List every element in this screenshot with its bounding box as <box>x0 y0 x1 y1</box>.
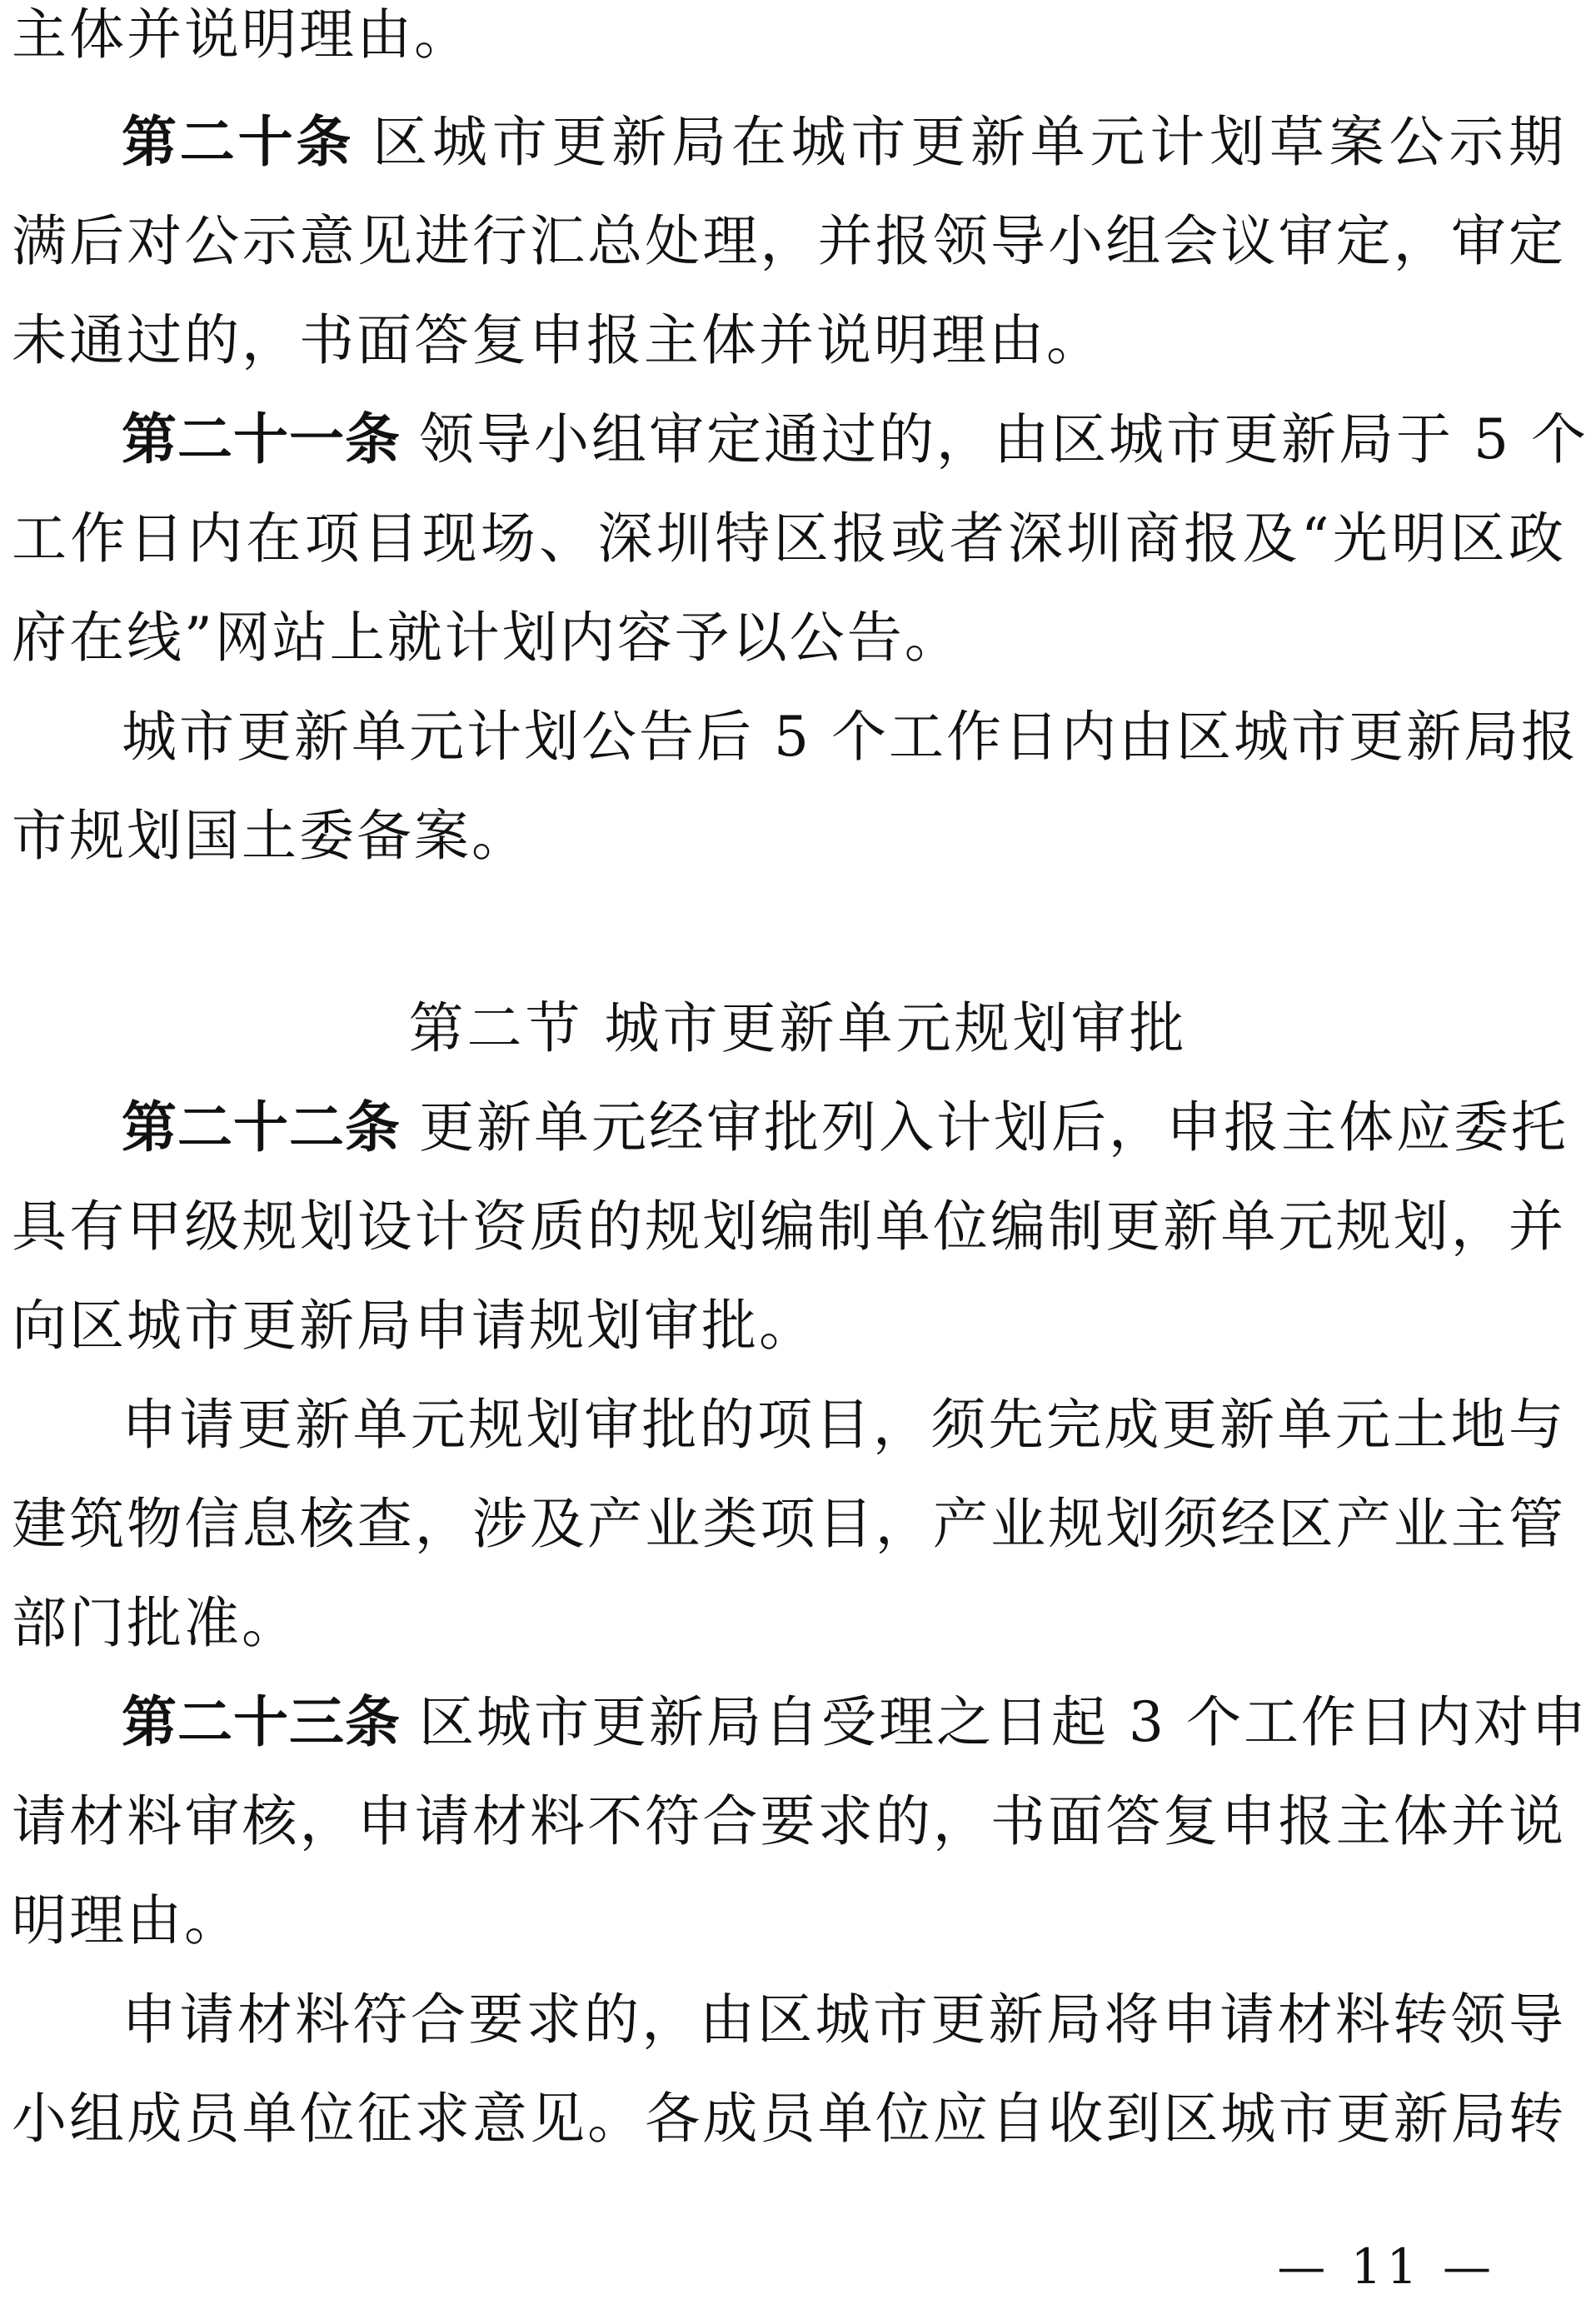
line-text: 区城市更新局自受理之日起 3 个工作日内对申 <box>419 1690 1589 1754</box>
article-heading: 第二十一条 <box>122 407 401 471</box>
article-heading: 第二十三条 <box>122 1690 401 1754</box>
line-text: 申请材料符合要求的，由区城市更新局将申请材料转领导 <box>122 1987 1566 2052</box>
line-text: 请材料审核，申请材料不符合要求的，书面答复申报主体并说 <box>12 1789 1566 1853</box>
article-20-line-2 <box>12 208 1566 275</box>
line-text: 城市更新单元计划公告后 5 个工作日内由区城市更新局报 <box>122 705 1579 769</box>
line-text: 申请更新单元规划审批的项目，须先完成更新单元土地与 <box>122 1393 1566 1457</box>
paragraph-line-1 <box>122 1392 1566 1459</box>
line-text: 小组成员单位征求意见。各成员单位应自收到区城市更新局转 <box>12 2087 1566 2151</box>
line-text: 工作日内在项目现场、深圳特区报或者深圳商报及“光明区政 <box>12 506 1566 571</box>
article-23-line-2 <box>12 1788 1566 1855</box>
page-number: — 11 — <box>1277 2238 1496 2295</box>
paragraph-line-2 <box>12 1491 1566 1558</box>
article-22-line-1 <box>122 1095 1569 1161</box>
line-text: 向区城市更新局申请规划审批。 <box>12 1294 816 1358</box>
paragraph-line-1 <box>122 704 1579 771</box>
paragraph-line-2 <box>12 2086 1566 2152</box>
paragraph-line-1 <box>122 1987 1566 2053</box>
article-20-line-1 <box>122 109 1566 176</box>
article-21-line-1 <box>122 406 1589 473</box>
line-text: 未通过的，书面答复申报主体并说明理由。 <box>12 308 1104 372</box>
article-20-line-3 <box>12 307 1566 374</box>
line-text: 部门批准。 <box>12 1591 299 1655</box>
article-heading: 第二十二条 <box>122 1095 401 1159</box>
article-23-line-3 <box>12 1888 1566 1954</box>
line-text: 区城市更新局在城市更新单元计划草案公示期 <box>372 110 1567 174</box>
article-heading: 第二十条 <box>122 110 355 174</box>
paragraph-line-2 <box>12 803 1566 870</box>
paragraph-line-3 <box>12 1590 1566 1657</box>
line-text: 市规划国土委备案。 <box>12 804 529 868</box>
line-text: 具有甲级规划设计资质的规划编制单位编制更新单元规划，并 <box>12 1194 1566 1259</box>
line-text: 领导小组审定通过的，由区城市更新局于 5 个 <box>419 407 1589 471</box>
section-title: 第二节 城市更新单元规划审批 <box>408 996 1188 1060</box>
article-22-line-2 <box>12 1194 1566 1260</box>
line-text: 明理由。 <box>12 1888 242 1952</box>
text-line-1 <box>12 2 1566 68</box>
line-text: 满后对公示意见进行汇总处理，并报领导小组会议审定，审定 <box>12 209 1566 273</box>
line-text: 更新单元经审批列入计划后，申报主体应委托 <box>419 1095 1569 1159</box>
article-21-line-3 <box>12 605 1566 671</box>
article-22-line-3 <box>12 1293 1566 1359</box>
line-text: 主体并说明理由。 <box>12 2 471 67</box>
article-23-line-1 <box>122 1689 1589 1756</box>
line-text: 府在线”网站上就计划内容予以公告。 <box>12 606 962 670</box>
line-text: 建筑物信息核查，涉及产业类项目，产业规划须经区产业主管 <box>12 1492 1566 1556</box>
article-21-line-2 <box>12 506 1566 572</box>
